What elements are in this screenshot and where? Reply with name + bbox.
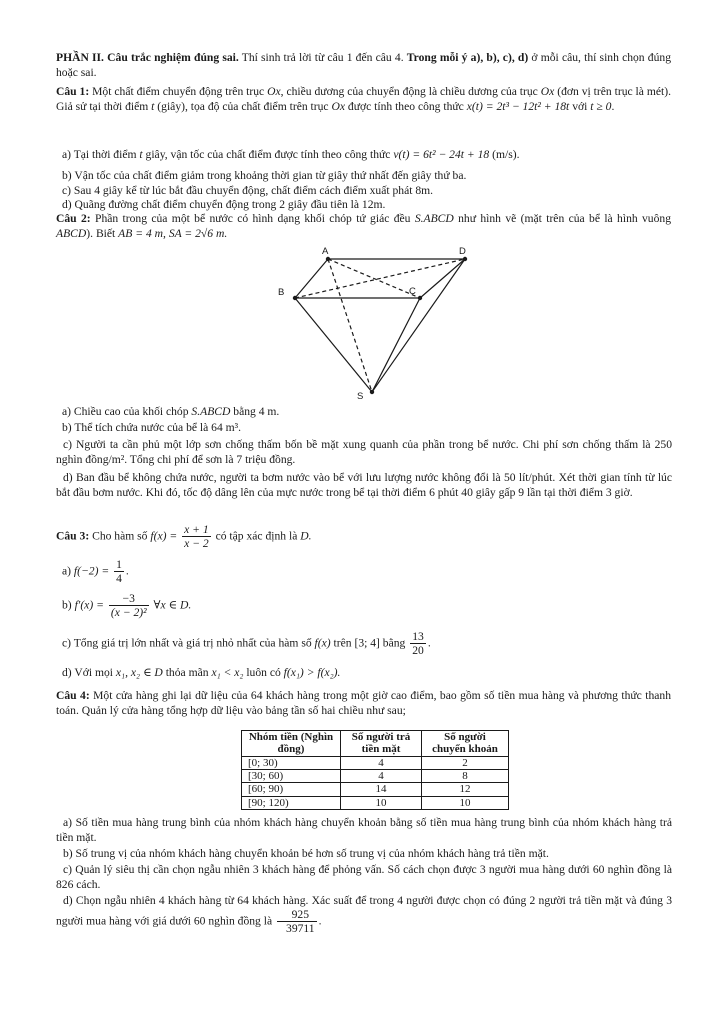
edge-ds	[372, 259, 465, 392]
question-2-option-c: c) Người ta cần phủ một lớp sơn chống thấm bốn bề mặt xung quanh của phần trong bể nước. Chi phí sơn chống thấm là 250 nghìn đồng/m². Tổng chi phí để sơn là 7 triệu đồng.	[56, 438, 672, 467]
question-3-stem: Câu 3: Cho hàm số f(x) = $\frac{x + 1}{x - 2}$ có tập xác định là D.	[56, 523, 312, 551]
header-cash: Số người trả tiền mặt	[341, 731, 422, 757]
table-row: [60; 90) 14 12	[242, 783, 509, 796]
question-1-stem: Câu 1: Một chất điểm chuyển động trên trục Ox, chiều dương của chuyển động là chiều dương của trục Ox (đơn vị trên trục là mét). Giả sử tại thời điểm t (giây), tọa độ của chất điểm trên trục Ox được tính theo công thức x(t) = 2t³ − 12t² + 18t với t ≥ 0.	[56, 85, 671, 114]
frequency-table	[241, 730, 509, 810]
label-a: A	[322, 247, 329, 257]
question-2-stem: Câu 2: Phần trong của một bể nước có hình dạng khối chóp tứ giác đều S.ABCD như hình vẽ (mặt trên của bể là hình vuông ABCD). Biết AB = 4 m, SA = 2√6 m.	[56, 212, 671, 241]
edge-bs	[295, 298, 372, 392]
question-3-option-b: b) f′(x) = $\frac{-3}{\text{(x − 2)²}}$ ∀x ∈ D.	[62, 592, 192, 620]
label-s: S	[357, 391, 364, 402]
vertex-a	[326, 257, 330, 261]
header-amount-group: Nhóm tiền (Nghìn đồng)	[242, 731, 341, 757]
edge-as-hidden	[328, 259, 372, 392]
position-formula: x(t) = 2t³ − 12t² + 18t	[466, 100, 570, 114]
question-2-option-b: b) Thể tích chứa nước của bể là 64 m³.	[62, 421, 242, 434]
question-3-option-d: d) Với mọi x₁, x₂ ∈ D thỏa mãn x₁ < x₂ luôn có f(x₁) > f(x₂).	[62, 666, 341, 679]
question-1-option-a: a) Tại thời điểm t giây, vận tốc của chất điểm được tính theo công thức v(t) = 6t² − 24t + 18 (m/s).	[62, 148, 520, 161]
question-4-stem: Câu 4: Một cửa hàng ghi lại dữ liệu của 64 khách hàng trong một giờ cao điểm, bao gồm số tiền mua hàng và phương thức thanh toán. Quản lý cửa hàng tổng hợp dữ liệu vào bảng tần số hai chiều như sau;	[56, 689, 671, 718]
function-fraction: $\frac{x + 1}{x - 2}$	[184, 523, 209, 551]
vertex-b	[293, 296, 297, 300]
vertex-s	[370, 390, 374, 394]
table-row: [0; 30) 4 2	[242, 756, 509, 769]
diagonal-bd	[295, 259, 465, 298]
edge-cs	[372, 298, 420, 392]
section-heading: PHẦN II. Câu trắc nghiệm đúng sai.	[56, 51, 239, 64]
header-transfer: Số người chuyển khoản	[422, 731, 509, 757]
question-2-label: Câu 2:	[56, 212, 91, 225]
question-3-option-c: c) Tổng giá trị lớn nhất và giá trị nhỏ nhất của hàm số f(x) trên [3; 4] bằng $\frac{13}{20}$ .	[62, 630, 431, 658]
pyramid-figure	[260, 247, 500, 405]
question-3-option-a: a) f(−2) = $\frac{1}{4}$ .	[62, 558, 129, 586]
section-instructions: PHẦN II. Câu trắc nghiệm đúng sai. Thí sinh trả lời từ câu 1 đến câu 4. Trong mỗi ý a), b), c), d) ở mỗi câu, thí sinh chọn đúng hoặc sai.	[56, 51, 671, 80]
vertex-c	[418, 296, 422, 300]
question-1-option-d: d) Quãng đường chất điểm chuyển động trong 2 giây đầu tiên là 12m.	[62, 198, 386, 211]
table-row: [30; 60) 4 8	[242, 769, 509, 782]
question-2-option-a: a) Chiều cao của khối chóp S.ABCD bằng 4 m.	[62, 405, 280, 418]
diagonal-ac	[328, 259, 420, 298]
question-4-option-d: d) Chọn ngẫu nhiên 4 khách hàng từ 64 khách hàng. Xác suất để trong 4 người được chọn có đúng 2 người trả tiền mặt và đúng 3 người mua hàng với giá dưới 60 nghìn đồng là $\frac{925}{39711}$ .	[56, 894, 672, 936]
question-1-label: Câu 1:	[56, 85, 90, 98]
table-row: [90; 120) 10 10	[242, 796, 509, 809]
question-4-label: Câu 4:	[56, 689, 90, 702]
vertex-d	[463, 257, 467, 261]
question-3-label: Câu 3:	[56, 529, 90, 543]
question-4-option-c: c) Quản lý siêu thị cần chọn ngẫu nhiên 3 khách hàng để phỏng vấn. Số cách chọn được 3 người mua hàng dưới 60 nghìn đồng là 826 cách.	[56, 863, 672, 892]
question-1-option-c: c) Sau 4 giây kể từ lúc bắt đầu chuyển động, chất điểm cách điểm xuất phát 8m.	[62, 184, 434, 197]
question-2-option-d: d) Ban đầu bể không chứa nước, người ta bơm nước vào bể với lưu lượng nước không đổi là 50 lít/phút. Xét thời gian tính từ lúc bắt đầu bơm nước. Khi đó, tốc độ dâng lên của mực nước trong bể tại thời điểm 6 phút 40 giây gấp 9 lần tại thời điểm 3 giờ.	[56, 471, 672, 500]
label-b: B	[278, 287, 285, 298]
label-c: C	[409, 286, 416, 297]
table-header-row	[242, 731, 509, 757]
question-4-option-b: b) Số trung vị của nhóm khách hàng chuyển khoản bé hơn số trung vị của nhóm khách hàng trả tiền mặt.	[63, 847, 549, 860]
label-d: D	[459, 247, 466, 257]
question-1-option-b: b) Vận tốc của chất điểm giảm trong khoảng thời gian từ giây thứ nhất đến giây thứ ba.	[62, 169, 467, 182]
question-4-option-a: a) Số tiền mua hàng trung bình của nhóm khách hàng chuyển khoản bằng số tiền mua hàng trung bình của nhóm khách hàng trả tiền mặt.	[56, 816, 672, 845]
velocity-formula: v(t) = 6t² − 24t + 18	[393, 148, 490, 161]
